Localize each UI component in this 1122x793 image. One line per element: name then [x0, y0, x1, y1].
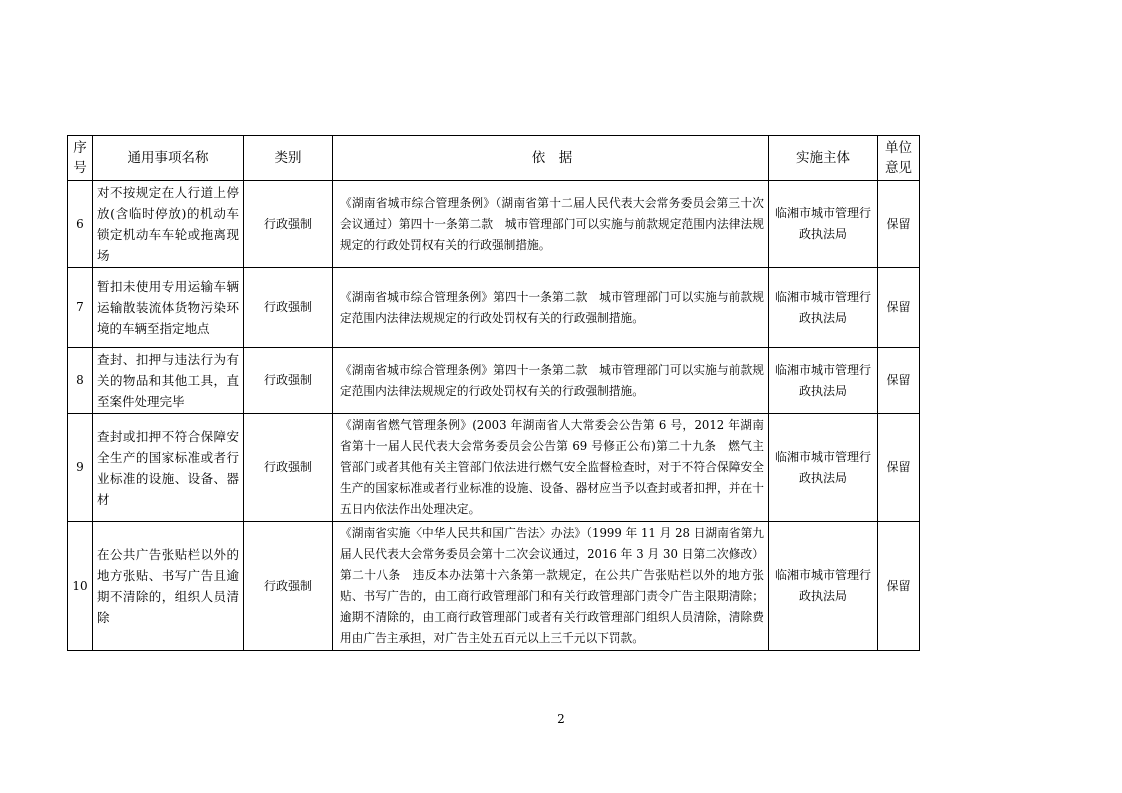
- basis-cell: 《湖南省城市综合管理条例》（湖南省第十二届人民代表大会常务委员会第三十次会议通过）第四十一条第二款 城市管理部门可以实施与前款规定范围内法律法规规定的行政处罚权有关的行政强制措施。: [333, 181, 769, 268]
- header-authority: 实施主体: [769, 136, 878, 181]
- row-index-cell: 7: [68, 268, 93, 348]
- header-basis: 依 据: [333, 136, 769, 181]
- row-index-cell: 10: [68, 522, 93, 651]
- basis-cell: 《湖南省燃气管理条例》(2003 年湖南省人大常委会公告第 6 号，2012 年湖南省第十一届人民代表大会常务委员会公告第 69 号修正公布)第二十九条 燃气主管部门或者其他有关主管部门依法进行燃气安全监督检查时，对于不符合保障安全生产的国家标准或者行业标准的设施、设备、器材应当予以查封或者扣押，并在十五日内依法作出处理决定。: [333, 414, 769, 522]
- category-cell: 行政强制: [244, 522, 333, 651]
- header-item-name: 通用事项名称: [93, 136, 244, 181]
- table-row: [68, 348, 920, 414]
- row-index-cell: 6: [68, 181, 93, 268]
- table-row: [68, 268, 920, 348]
- header-index: 序号: [68, 136, 93, 181]
- table-row: [68, 522, 920, 651]
- header-opinion: 单位意见: [878, 136, 920, 181]
- category-cell: 行政强制: [244, 181, 333, 268]
- opinion-cell: 保留: [878, 348, 920, 414]
- item-name-cell: 查封、扣押与违法行为有关的物品和其他工具，直至案件处理完毕: [93, 348, 244, 414]
- item-name-cell: 对不按规定在人行道上停放(含临时停放)的机动车锁定机动车车轮或拖离现场: [93, 181, 244, 268]
- authority-cell: 临湘市城市管理行政执法局: [769, 348, 878, 414]
- basis-cell: 《湖南省实施〈中华人民共和国广告法〉办法》（1999 年 11 月 28 日湖南省第九届人民代表大会常务委员会第十二次会议通过，2016 年 3 月 30 日第二次修改）第二十八条 违反本办法第十六条第一款规定，在公共广告张贴栏以外的地方张贴、书写广告的，由工商行政管理部门和有关行政管理部门责令广告主限期清除；逾期不清除的，由工商行政管理部门或者有关行政管理部门组织人员清除，清除费用由广告主承担，对广告主处五百元以上三千元以下罚款。: [333, 522, 769, 651]
- opinion-cell: 保留: [878, 522, 920, 651]
- authority-cell: 临湘市城市管理行政执法局: [769, 414, 878, 522]
- row-index-cell: 9: [68, 414, 93, 522]
- category-cell: 行政强制: [244, 268, 333, 348]
- opinion-cell: 保留: [878, 414, 920, 522]
- category-cell: 行政强制: [244, 414, 333, 522]
- table-row: [68, 181, 920, 268]
- category-cell: 行政强制: [244, 348, 333, 414]
- authority-cell: 临湘市城市管理行政执法局: [769, 522, 878, 651]
- page-number: 2: [557, 712, 565, 726]
- header-category: 类别: [244, 136, 333, 181]
- item-name-cell: 暂扣未使用专用运输车辆运输散装流体货物污染环境的车辆至指定地点: [93, 268, 244, 348]
- table-row: [68, 414, 920, 522]
- table-header-row: [68, 136, 920, 181]
- item-name-cell: 查封或扣押不符合保障安全生产的国家标准或者行业标准的设施、设备、器材: [93, 414, 244, 522]
- basis-cell: 《湖南省城市综合管理条例》第四十一条第二款 城市管理部门可以实施与前款规定范围内法律法规规定的行政处罚权有关的行政强制措施。: [333, 268, 769, 348]
- opinion-cell: 保留: [878, 181, 920, 268]
- opinion-cell: 保留: [878, 268, 920, 348]
- authority-cell: 临湘市城市管理行政执法局: [769, 181, 878, 268]
- matters-table: [67, 135, 920, 651]
- item-name-cell: 在公共广告张贴栏以外的地方张贴、书写广告且逾期不清除的，组织人员清除: [93, 522, 244, 651]
- row-index-cell: 8: [68, 348, 93, 414]
- authority-cell: 临湘市城市管理行政执法局: [769, 268, 878, 348]
- basis-cell: 《湖南省城市综合管理条例》第四十一条第二款 城市管理部门可以实施与前款规定范围内法律法规规定的行政处罚权有关的行政强制措施。: [333, 348, 769, 414]
